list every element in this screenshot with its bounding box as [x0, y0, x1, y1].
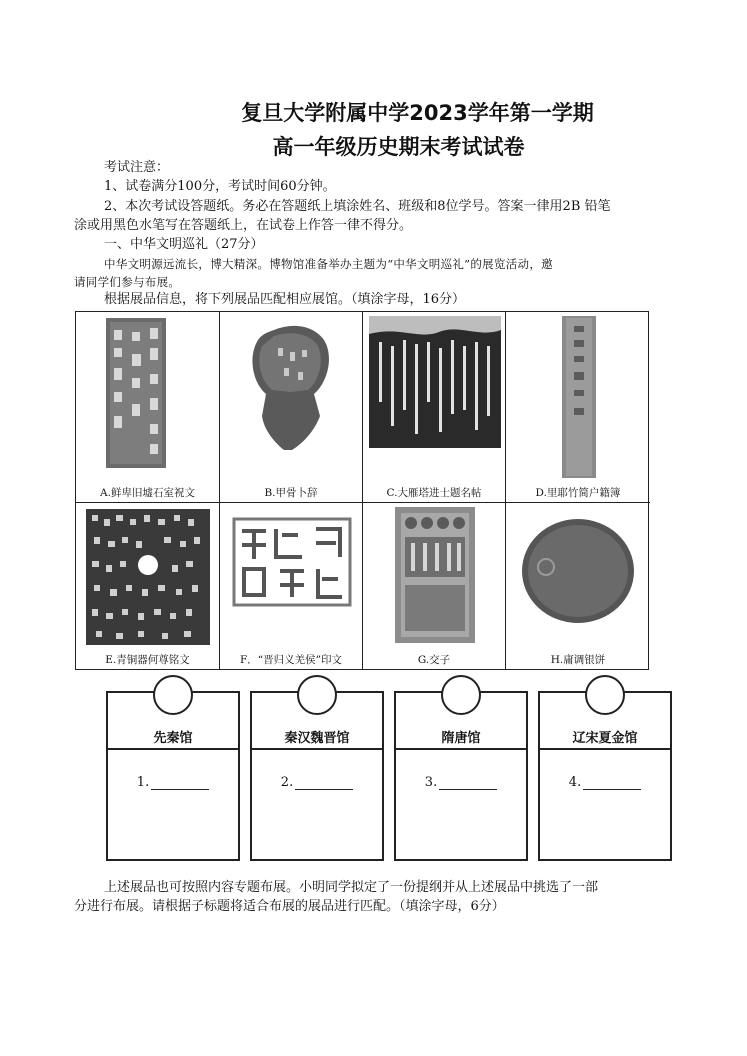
hall-hanger-ring	[153, 675, 193, 715]
section-intro-b: 请同学们参与布展。	[74, 275, 181, 289]
bamboo-slip-image	[562, 316, 596, 478]
section-intro-a: 中华文明源远流长，博大精深。博物馆准备举办主题为“中华文明巡礼”的展览活动，邀	[104, 257, 553, 271]
hall-hanger-ring	[441, 675, 481, 715]
hall-hanger-ring	[297, 675, 337, 715]
exhibit-cell-f	[220, 503, 363, 669]
exhibit-cell-b	[220, 312, 363, 503]
notice-item-1: 1、试卷满分100分，考试时间60分钟。	[104, 179, 336, 194]
bronze-inscription-image	[86, 509, 210, 645]
exam-title-line2: 高一年级历史期末考试试卷	[272, 135, 525, 159]
jiaozi-note-image	[395, 507, 475, 643]
seal-impression-image	[232, 517, 352, 607]
exhibit-cell-h	[506, 503, 650, 669]
exhibit-label-d: D.里耶竹简户籍簿	[535, 487, 621, 499]
footer-paragraph-b: 分进行布展。请根据子标题将适合布展的展品进行匹配。（填涂字母，6分）	[74, 899, 505, 914]
hall-card-pre-qin	[106, 691, 240, 861]
exhibit-label-f: F．“晋归义羌侯”印文	[239, 654, 343, 666]
exhibit-label-e: E.青铜器何尊铭文	[105, 654, 190, 666]
hall-divider	[252, 748, 382, 750]
oracle-bone-image	[244, 322, 340, 462]
exam-title-line1: 复旦大学附属中学2023学年第一学期	[241, 101, 594, 125]
notice-item-2a: 2、本次考试设答题纸。务必在答题纸上填涂姓名、班级和8位学号。答案一律用2B 铅笔	[104, 199, 611, 214]
exhibit-cell-g	[363, 503, 506, 669]
answer-blank-1[interactable]: 1.	[108, 775, 238, 790]
notice-item-2b: 涂或用黑色水笔写在答题纸上，在试卷上作答一律不得分。	[74, 218, 413, 233]
notice-heading: 考试注意：	[104, 160, 170, 175]
hall-divider	[108, 748, 238, 750]
exhibit-cell-d	[506, 312, 650, 503]
exhibit-label-a: A.鲜卑旧墟石室祝文	[100, 487, 195, 499]
hall-divider	[396, 748, 526, 750]
exhibit-cell-e	[76, 503, 220, 669]
exhibit-label-c: C.大雁塔进士题名帖	[386, 487, 482, 499]
footer-paragraph-a: 上述展品也可按照内容专题布展。小明同学拟定了一份提纲并从上述展品中挑选了一部	[104, 880, 599, 895]
answer-blank-2[interactable]: 2.	[252, 775, 382, 790]
answer-blank-3[interactable]: 3.	[396, 775, 526, 790]
hall-card-liao-song-xia-jin	[538, 691, 672, 861]
hall-name: 秦汉魏晋馆	[284, 731, 350, 746]
silver-cake-image	[520, 517, 636, 627]
hall-card-qin-han-wei-jin	[250, 691, 384, 861]
hall-name: 隋唐馆	[441, 731, 481, 746]
hall-divider	[540, 748, 670, 750]
hall-card-sui-tang	[394, 691, 528, 861]
exhibit-grid	[75, 311, 649, 670]
section-instruction: 根据展品信息，将下列展品匹配相应展馆。（填涂字母，16分）	[104, 292, 466, 307]
exhibit-label-b: B.甲骨卜辞	[264, 487, 318, 499]
stele-inscription-image	[369, 316, 501, 448]
hall-name: 辽宋夏金馆	[572, 731, 638, 746]
section-heading: 一、中华文明巡礼（27分）	[104, 237, 264, 252]
exhibit-label-h: H.庸调银饼	[550, 654, 606, 666]
hall-hanger-ring	[585, 675, 625, 715]
stone-rubbing-image	[106, 318, 166, 468]
exhibit-cell-a	[76, 312, 220, 503]
answer-blank-4[interactable]: 4.	[540, 775, 670, 790]
exhibit-cell-c	[363, 312, 506, 503]
hall-name: 先秦馆	[153, 731, 193, 746]
exhibit-label-g: G.交子	[417, 654, 451, 666]
